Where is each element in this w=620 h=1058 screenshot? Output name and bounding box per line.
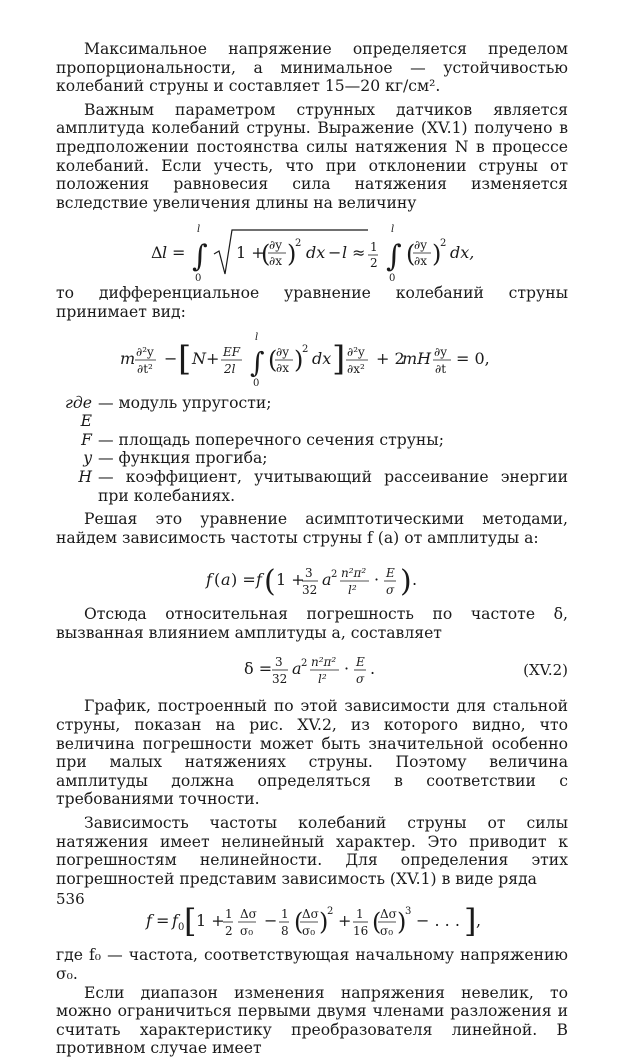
svg-text:∂x: ∂x xyxy=(414,254,427,269)
definition-text: — функция прогиба; xyxy=(98,449,268,468)
svg-text:l: l xyxy=(162,243,168,263)
svg-text:∫: ∫ xyxy=(250,345,265,379)
svg-text:): ) xyxy=(294,345,304,374)
svg-text:σ: σ xyxy=(386,583,395,598)
svg-text:σ₀: σ₀ xyxy=(302,924,316,939)
svg-text:·: · xyxy=(344,659,350,679)
svg-text:a: a xyxy=(322,570,332,590)
svg-text:∂y: ∂y xyxy=(414,238,427,253)
svg-text:δ =: δ = xyxy=(244,659,273,679)
definition-symbol: F xyxy=(81,430,92,449)
svg-text:3: 3 xyxy=(405,906,412,918)
svg-text:(: ( xyxy=(372,908,382,937)
svg-text:l²: l² xyxy=(318,672,327,687)
svg-text:(: ( xyxy=(264,564,276,600)
svg-text:∂t²: ∂t² xyxy=(137,361,153,376)
svg-text:0: 0 xyxy=(389,273,396,285)
paragraph-2: Важным параметром струнных датчиков является амплитуда колебаний струны. Выражение (XV.1) получено в предположении постоянства силы натяжения N в процессе колебаний. Если учесть, что при отклонении струны от положения равновесия сила натяжения изменяется вследствие увеличения длины на величину xyxy=(56,100,568,212)
svg-text:σ: σ xyxy=(356,672,365,687)
svg-text:1: 1 xyxy=(281,907,289,922)
svg-text:l: l xyxy=(391,224,395,236)
svg-text:(: ( xyxy=(261,240,271,269)
svg-text:l: l xyxy=(197,224,201,236)
svg-text:3: 3 xyxy=(305,566,313,581)
svg-text:2: 2 xyxy=(331,569,338,581)
svg-text:= 0,: = 0, xyxy=(456,348,490,368)
page-number: 536 xyxy=(56,890,85,908)
svg-text:.: . xyxy=(370,659,376,679)
svg-text:m: m xyxy=(120,348,136,368)
definition-symbol: y xyxy=(83,449,92,468)
svg-text:2: 2 xyxy=(440,238,447,250)
svg-text:f: f xyxy=(172,911,178,931)
svg-text:E: E xyxy=(356,655,365,670)
svg-text:E: E xyxy=(386,566,395,581)
svg-text:.: . xyxy=(412,570,418,590)
svg-text:=: = xyxy=(172,243,186,263)
svg-text:): ) xyxy=(319,908,329,937)
svg-text:n²π²: n²π² xyxy=(311,655,337,670)
svg-text:8: 8 xyxy=(281,924,289,939)
svg-text:f: f xyxy=(146,911,152,931)
svg-text:1 +: 1 + xyxy=(276,570,305,590)
svg-text:dx: dx xyxy=(312,348,332,368)
equation-relative-error xyxy=(56,648,568,692)
definition-item xyxy=(56,431,568,450)
svg-text:2: 2 xyxy=(370,256,378,271)
svg-text:+ 2: + 2 xyxy=(376,348,405,368)
svg-text:Δσ: Δσ xyxy=(240,907,257,922)
svg-text:): ) xyxy=(432,240,442,269)
paragraph-5: Отсюда относительная погрешность по частоте δ, вызванная влиянием амплитуды a, составляет xyxy=(56,605,568,642)
svg-text:∂x: ∂x xyxy=(269,254,282,269)
svg-text:∂²y: ∂²y xyxy=(136,344,154,359)
svg-text:(: ( xyxy=(406,240,416,269)
definition-item xyxy=(56,449,568,468)
svg-text:32: 32 xyxy=(302,583,318,598)
paragraph-4: Решая это уравнение асимптотическими методами, найдем зависимость частоты струны f (a) от амплитуды a: xyxy=(56,510,568,547)
definitions-list xyxy=(56,394,568,506)
svg-text:(: ( xyxy=(214,570,221,590)
svg-text:dx,: dx, xyxy=(450,243,475,263)
definition-text: — площадь поперечного сечения струны; xyxy=(98,430,444,449)
svg-text:2: 2 xyxy=(225,924,233,939)
definition-text: — модуль упругости; xyxy=(98,393,272,412)
svg-text:∂t: ∂t xyxy=(435,361,447,376)
svg-text:0: 0 xyxy=(195,273,202,285)
svg-text:σ₀: σ₀ xyxy=(240,924,254,939)
svg-text:Δ: Δ xyxy=(151,243,163,263)
svg-text:−: − xyxy=(164,348,178,368)
svg-text:dx: dx xyxy=(306,243,326,263)
definition-item xyxy=(56,394,568,431)
svg-text:32: 32 xyxy=(272,672,288,687)
svg-text:−: − xyxy=(264,911,278,931)
svg-text:∂y: ∂y xyxy=(276,344,289,359)
svg-text:16: 16 xyxy=(353,924,369,939)
svg-text:1 +: 1 + xyxy=(196,911,225,931)
svg-text:∂x²: ∂x² xyxy=(347,361,365,376)
equation-frequency-amplitude xyxy=(56,555,568,605)
paragraph-6: График, построенный по этой зависимости для стальной струны, показан на рис. XV.2, из которого видно, что величина погрешности может быть значительной особенно при малых натяжениях струны. Поэтому величина амплитуды должна определяться в соответствии с требованиями точности. xyxy=(56,697,568,809)
svg-text:∂²y: ∂²y xyxy=(347,344,365,359)
definition-symbol: H xyxy=(78,467,92,486)
svg-text:]: ] xyxy=(464,902,477,941)
svg-text:a: a xyxy=(221,570,231,590)
svg-text:∂x: ∂x xyxy=(276,360,289,375)
svg-text:l: l xyxy=(342,243,348,263)
svg-text:2: 2 xyxy=(295,238,302,250)
svg-text:− . . .: − . . . xyxy=(416,911,460,931)
svg-text:2: 2 xyxy=(301,658,308,670)
svg-text:mH: mH xyxy=(402,348,432,368)
definition-text: — коэффициент, учитывающий рассеивание энергии при колебаниях. xyxy=(98,467,568,505)
svg-text:3: 3 xyxy=(275,655,283,670)
svg-text:1: 1 xyxy=(370,240,378,255)
svg-text:Δσ: Δσ xyxy=(302,907,319,922)
svg-text:=: = xyxy=(156,911,170,931)
svg-text:f: f xyxy=(206,570,212,590)
equation-differential xyxy=(56,328,568,388)
equation-length-change xyxy=(56,218,568,284)
svg-text:N: N xyxy=(192,348,206,368)
paragraph-1: Максимальное напряжение определяется пределом пропорциональности, а минимальное — устойчивостью колебаний струны и составляет 15—20 кг/см². xyxy=(56,40,568,96)
svg-text:∂y: ∂y xyxy=(434,344,447,359)
svg-text:≈: ≈ xyxy=(352,243,366,263)
paragraph-7: Зависимость частоты колебаний струны от силы натяжения имеет нелинейный характер. Это приводит к погрешностям нелинейности. Для определения этих погрешностей представим зависимость (XV.1) в виде ряда xyxy=(56,814,568,888)
paragraph-8: где f₀ — частота, соответствующая начальному напряжению σ₀. xyxy=(56,946,568,983)
svg-text:2: 2 xyxy=(327,906,334,918)
svg-text:1: 1 xyxy=(356,907,364,922)
svg-text:(: ( xyxy=(294,908,304,937)
paragraph-9: Если диапазон изменения напряжения невелик, то можно ограничиться первыми двумя членами разложения и считать характеристику преобразователя линейной. В противном случае имеет xyxy=(56,983,568,1058)
svg-text:n²π²: n²π² xyxy=(341,566,367,581)
svg-text:) =: ) = xyxy=(231,570,256,590)
paragraph-3: то дифференциальное уравнение колебаний струны принимает вид: xyxy=(56,284,568,321)
svg-text:∂y: ∂y xyxy=(269,238,282,253)
svg-text:∫: ∫ xyxy=(386,239,402,275)
svg-text:1: 1 xyxy=(225,907,233,922)
svg-text:[: [ xyxy=(184,902,197,941)
svg-text:): ) xyxy=(397,908,407,937)
definition-item xyxy=(56,468,568,505)
equation-series-expansion xyxy=(56,896,568,946)
definition-symbol: где E xyxy=(65,393,92,431)
svg-text:1 +: 1 + xyxy=(236,243,265,263)
svg-text:): ) xyxy=(400,564,412,600)
svg-text:a: a xyxy=(292,659,302,679)
svg-text:2: 2 xyxy=(302,343,309,355)
svg-text:σ₀: σ₀ xyxy=(380,924,394,939)
svg-text:,: , xyxy=(476,911,482,931)
equation-number: (XV.2) xyxy=(523,661,568,680)
svg-text:l: l xyxy=(255,331,259,343)
svg-text:(: ( xyxy=(268,345,278,374)
svg-text:0: 0 xyxy=(178,922,185,934)
svg-text:): ) xyxy=(287,240,297,269)
svg-text:Δσ: Δσ xyxy=(380,907,397,922)
svg-text:·: · xyxy=(374,570,380,590)
svg-text:[: [ xyxy=(178,338,192,379)
svg-text:f: f xyxy=(256,570,262,590)
svg-text:EF: EF xyxy=(223,344,241,359)
svg-text:+: + xyxy=(338,911,352,931)
svg-text:0: 0 xyxy=(253,377,260,388)
svg-text:∫: ∫ xyxy=(192,239,208,275)
svg-text:]: ] xyxy=(332,338,346,379)
svg-text:+: + xyxy=(206,348,220,368)
svg-text:−: − xyxy=(328,243,342,263)
svg-text:2l: 2l xyxy=(224,361,236,376)
svg-text:l²: l² xyxy=(348,583,357,598)
